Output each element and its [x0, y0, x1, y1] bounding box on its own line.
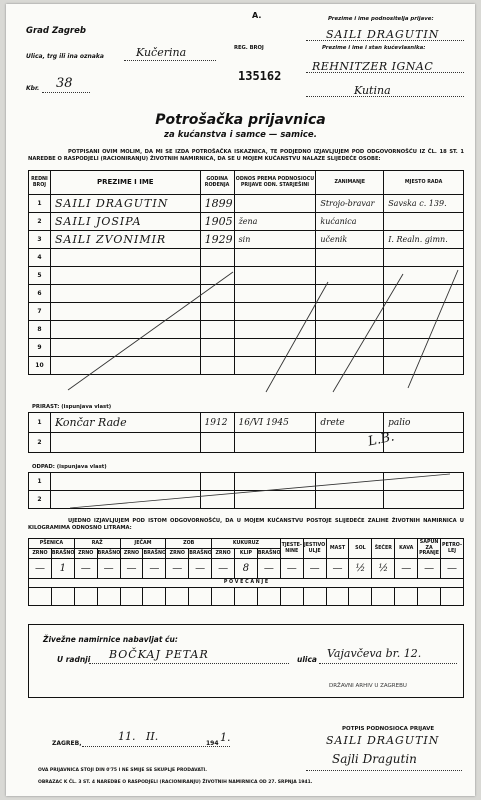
stock-subheader: BRAŠNO: [51, 549, 74, 559]
owner-value: REHNITZER IGNAC: [312, 60, 434, 73]
member-no-cell: 6: [29, 285, 51, 303]
arrival-row: [29, 433, 464, 453]
member-year-cell: 1929: [200, 231, 234, 249]
stock-subheader: ZRNO: [212, 549, 235, 559]
stock-increase-cell: [166, 588, 189, 606]
stock-increase-cell: [349, 588, 372, 606]
applicant-value: SAILI DRAGUTIN: [326, 28, 440, 41]
signature-print: SAILI DRAGUTIN: [326, 734, 440, 747]
stock-subheader: ZRNO: [29, 549, 52, 559]
stock-subheader: KLIP: [235, 549, 258, 559]
stock-increase-cell: [74, 588, 97, 606]
stock-increase-cell: [97, 588, 120, 606]
stock-value-cell: —: [189, 559, 212, 579]
stock-value-cell: ½: [372, 559, 395, 579]
date-year-digit: 1.: [220, 731, 231, 744]
date-month: II.: [146, 730, 159, 743]
shop-line: [89, 663, 289, 664]
form-letter: A.: [252, 11, 262, 20]
stock-value-cell: —: [418, 559, 441, 579]
stock-increase-cell: [212, 588, 235, 606]
stock-table: [28, 538, 464, 606]
stock-group-header: KUKURUZ: [212, 539, 281, 549]
stock-increase-cell: [29, 588, 52, 606]
stock-text: UJEDNO IZJAVLJUJEM POD ISTOM ODGOVORNOŠĆU, DA U MOJEM KUĆANSTVU POSTOJE SLIJEDEĆE ZALIHE ŽIVOTNIH NAMIRNICA U KILOGRAMIMA ODNOSNO LITRAMA:: [28, 518, 464, 532]
stock-item-header: ŠEĆER: [372, 539, 395, 559]
street-value: Kučerina: [136, 46, 187, 59]
stock-subheader: BRAŠNO: [143, 549, 166, 559]
stock-value-cell: —: [280, 559, 303, 579]
member-workplace-cell: Savska c. 139.: [384, 195, 464, 213]
stock-increase-cell: [303, 588, 326, 606]
stock-item-header: JESTIVO ULJE: [303, 539, 326, 559]
member-year-cell: 1905: [200, 213, 234, 231]
arrival-occupation-cell: drete: [316, 413, 384, 433]
stock-value-cell: 8: [235, 559, 258, 579]
shop-label: U radnji: [57, 655, 91, 664]
departures-label: ODPAD: (ispunjava vlast): [32, 464, 107, 470]
header-name: PREZIME I IME: [50, 171, 200, 195]
stock-value-cell: —: [257, 559, 280, 579]
stock-value-cell: —: [441, 559, 464, 579]
stock-subheader: BRAŠNO: [257, 549, 280, 559]
house-number-label: Kbr.: [26, 85, 40, 92]
arrivals-initials: L.B.: [366, 429, 396, 450]
price-note: OVA PRIJAVNICA STOJI DIN 0'75 I NE SMIJE SE SKUPLJE PRODAVATI.: [38, 768, 207, 773]
stock-value-cell: —: [303, 559, 326, 579]
header-occupation: ZANIMANJE: [316, 171, 384, 195]
arrivals-label: PRIRAST: (ispunjava vlast): [32, 404, 112, 410]
header-relation: ODNOS PREMA PODNOSIOCU PRIJAVE ODN. STARJEŠINI: [234, 171, 316, 195]
stock-increase-cell: [51, 588, 74, 606]
stock-subheader: ZRNO: [74, 549, 97, 559]
stock-value-cell: —: [29, 559, 52, 579]
stock-increase-cell: [235, 588, 258, 606]
stock-subheader: ZRNO: [120, 549, 143, 559]
footer-place: ZAGREB,: [52, 740, 82, 747]
arrival-relation-cell: [234, 433, 316, 453]
form-subtitle: za kućanstva i samce — samice.: [164, 130, 317, 140]
stock-group-header: RAŽ: [74, 539, 120, 549]
member-occupation-cell: kućanica: [316, 213, 384, 231]
stock-subheader: BRAŠNO: [189, 549, 212, 559]
stock-value-cell: —: [395, 559, 418, 579]
stock-subheader: ZRNO: [166, 549, 189, 559]
stock-value-cell: —: [143, 559, 166, 579]
stock-item-header: PETRO-LEJ: [441, 539, 464, 559]
stock-value-cell: ½: [349, 559, 372, 579]
stock-increase-cell: [143, 588, 166, 606]
stock-increase-cell: [120, 588, 143, 606]
member-no-cell: 10: [29, 357, 51, 375]
shop-street-label: ulica: [297, 655, 317, 664]
stock-increase-cell: [257, 588, 280, 606]
stock-increase-cell: [372, 588, 395, 606]
city-label: Grad Zagreb: [26, 26, 86, 36]
stock-value-cell: —: [326, 559, 349, 579]
member-row: [29, 231, 464, 249]
member-row: [29, 213, 464, 231]
member-name-cell: SAILI JOSIPA: [50, 213, 200, 231]
applicant-label: Prezime i ime podnositelja prijave:: [328, 16, 434, 22]
stock-increase-cell: [280, 588, 303, 606]
member-relation-cell: žena: [234, 213, 316, 231]
stock-group-header: PŠENICA: [29, 539, 75, 549]
shop-value: BOČKAJ PETAR: [109, 648, 209, 661]
header-workplace: MJESTO RADA: [384, 171, 464, 195]
stock-value-cell: —: [74, 559, 97, 579]
member-no-cell: 9: [29, 339, 51, 357]
member-no-cell: 7: [29, 303, 51, 321]
stock-increase-cell: [189, 588, 212, 606]
arrival-name-cell: Končar Rade: [50, 413, 200, 433]
stock-group-row: [29, 539, 464, 549]
stock-increase-row: [29, 588, 464, 606]
reg-number: 135162: [238, 69, 282, 83]
reg-number-label: REG. BROJ: [234, 45, 264, 51]
stock-item-header: SAPUN ZA PRANJE: [418, 539, 441, 559]
date-day: 11.: [118, 730, 136, 743]
arrival-workplace-cell: palio: [384, 413, 464, 433]
arrival-year-cell: [200, 433, 234, 453]
stock-item-header: SOL: [349, 539, 372, 559]
stock-group-header: ZOB: [166, 539, 212, 549]
arrival-row: [29, 413, 464, 433]
member-no-cell: 1: [29, 195, 51, 213]
departure-no-cell: 2: [29, 491, 51, 509]
departures-strikeout: [50, 472, 464, 510]
intro-text: POTPISANI OVIM MOLIM, DA MI SE IZDA POTROŠAČKA ISKAZNICA, TE PODJEDNO IZJAVLJUJEM POD ODGOVORNOŠĆU IZ ČL. 18 ST. 1 NAREDBE O RASPODJELI (RACIONIRANJU) ŽIVOTNIH NAMIRNICA, DA SE U MOJEM KUĆANSTVU NALAZE SLIJEDEĆE OSOBE:: [28, 149, 464, 163]
member-name-cell: SAILI DRAGUTIN: [50, 195, 200, 213]
arrival-no-cell: 2: [29, 433, 51, 453]
stock-increase-label-row: [29, 579, 464, 588]
stock-item-header: MAST: [326, 539, 349, 559]
member-relation-cell: sin: [234, 231, 316, 249]
stock-increase-cell: [326, 588, 349, 606]
stock-increase-label: P O V E Ć A N J E: [29, 579, 464, 588]
stock-increase-cell: [441, 588, 464, 606]
member-occupation-cell: učenik: [316, 231, 384, 249]
arrival-workplace-cell: [384, 433, 464, 453]
signature-line: [306, 770, 462, 771]
header-year: GODINA ROĐENJA: [200, 171, 234, 195]
arrival-no-cell: 1: [29, 413, 51, 433]
member-no-cell: 8: [29, 321, 51, 339]
member-name-cell: SAILI ZVONIMIR: [50, 231, 200, 249]
street-label: Ulica, trg ili ina oznaka: [26, 53, 104, 60]
members-header-row: [29, 171, 464, 195]
signature-handwritten: Sajli Dragutin: [332, 752, 417, 766]
member-no-cell: 5: [29, 267, 51, 285]
stock-value-cell: —: [120, 559, 143, 579]
supplier-box: [28, 624, 464, 698]
arrival-year-cell: 1912: [200, 413, 234, 433]
ration-registration-form: [6, 4, 475, 796]
date-year-prefix: 194: [206, 740, 219, 747]
owner-label: Prezime i ime i stan kućevlasnika:: [322, 45, 426, 51]
header-no: REDNI BROJ: [29, 171, 51, 195]
empty-rows-strikeout: [28, 260, 464, 400]
form-title: Potrošačka prijavnica: [155, 112, 326, 128]
member-no-cell: 4: [29, 249, 51, 267]
arrival-name-cell: [50, 433, 200, 453]
member-relation-cell: [234, 195, 316, 213]
stock-value-cell: —: [212, 559, 235, 579]
arrival-relation-cell: 16/VI 1945: [234, 413, 316, 433]
stock-value-cell: —: [166, 559, 189, 579]
member-workplace-cell: I. Realn. gimn.: [384, 231, 464, 249]
shop-street-line: [319, 663, 457, 664]
stock-item-header: TJESTE-NINE: [280, 539, 303, 559]
arrivals-table: [28, 412, 464, 453]
member-year-cell: 1899: [200, 195, 234, 213]
stock-item-header: KAVA: [395, 539, 418, 559]
member-workplace-cell: [384, 213, 464, 231]
supplier-heading: Živežne namirnice nabavljat ću:: [43, 635, 178, 644]
archive-stamp: DRŽAVNI ARHIV U ZAGREBU: [329, 683, 407, 689]
stock-increase-cell: [418, 588, 441, 606]
house-number-value: 38: [56, 76, 73, 91]
departure-no-cell: 1: [29, 473, 51, 491]
owner-address: Kutina: [354, 84, 391, 97]
legal-note: OBRAZAC K ČL. 3 ST. 4 NAREDBE O RASPODJELI (RACIONIRANJU) ŽIVOTNIH NAMIRNICA OD 27. SRPNJA 1941.: [38, 780, 313, 785]
member-no-cell: 2: [29, 213, 51, 231]
shop-street-value: Vajavčeva br. 12.: [327, 647, 422, 660]
stock-subheader: BRAŠNO: [97, 549, 120, 559]
stock-group-header: JEČAM: [120, 539, 166, 549]
member-occupation-cell: Strojo-bravar: [316, 195, 384, 213]
signature-label: POTPIS PODNOSIOCA PRIJAVE: [342, 726, 435, 732]
stock-value-cell: —: [97, 559, 120, 579]
stock-values-row: [29, 559, 464, 579]
member-row: [29, 195, 464, 213]
stock-increase-cell: [395, 588, 418, 606]
member-no-cell: 3: [29, 231, 51, 249]
stock-value-cell: 1: [51, 559, 74, 579]
